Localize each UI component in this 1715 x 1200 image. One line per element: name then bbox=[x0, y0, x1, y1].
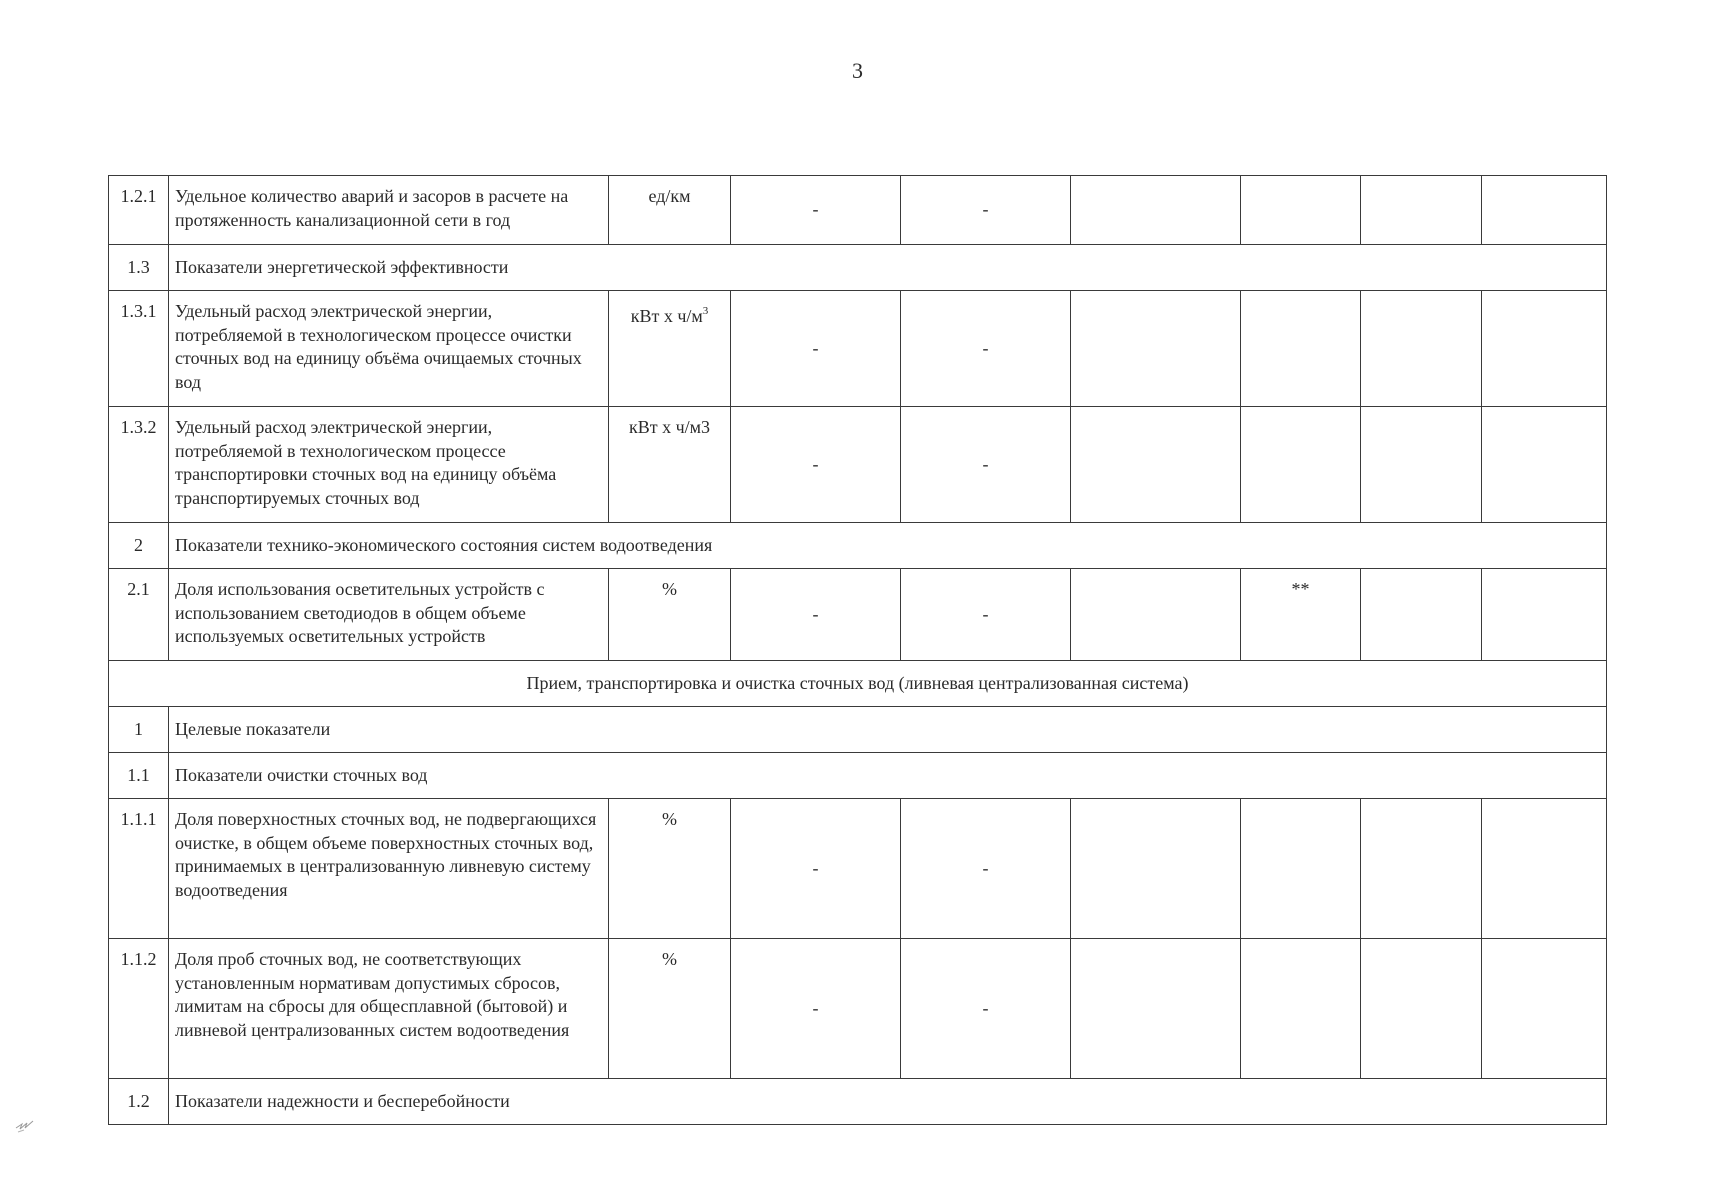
table-row bbox=[109, 661, 1607, 707]
empty-cell bbox=[1482, 799, 1607, 939]
empty-cell bbox=[1482, 407, 1607, 523]
empty-cell bbox=[1071, 176, 1241, 245]
value-cell: - bbox=[901, 407, 1071, 523]
empty-cell bbox=[1241, 799, 1361, 939]
value-cell: - bbox=[731, 176, 901, 245]
unit-superscript: 3 bbox=[702, 305, 709, 317]
group-heading: Целевые показатели bbox=[169, 707, 1607, 753]
value-cell: - bbox=[731, 799, 901, 939]
unit-cell: % bbox=[609, 939, 731, 1079]
value-cell: - bbox=[901, 176, 1071, 245]
row-number: 1.2 bbox=[109, 1079, 169, 1125]
value-cell: - bbox=[901, 291, 1071, 407]
empty-cell bbox=[1361, 176, 1482, 245]
empty-cell bbox=[1482, 176, 1607, 245]
empty-cell bbox=[1071, 569, 1241, 661]
row-number: 1.2.1 bbox=[109, 176, 169, 245]
unit-base: кВт х ч/м bbox=[630, 306, 703, 326]
value-cell: - bbox=[731, 407, 901, 523]
row-number: 1.1.2 bbox=[109, 939, 169, 1079]
row-number: 1.1 bbox=[109, 753, 169, 799]
scan-artifact-mark bbox=[14, 1112, 36, 1134]
indicator-name: Доля поверхностных сточных вод, не подвергающихся очистке, в общем объеме поверхностных сточных вод, принимаемых в централизованную ливневую систему водоотведения bbox=[169, 799, 609, 939]
table-row bbox=[109, 939, 1607, 1079]
empty-cell bbox=[1361, 799, 1482, 939]
indicator-name: Удельный расход электрической энергии, потребляемой в технологическом процессе очистки сточных вод на единицу объёма очищаемых сточных вод bbox=[169, 291, 609, 407]
empty-cell bbox=[1071, 799, 1241, 939]
value-cell: - bbox=[901, 939, 1071, 1079]
unit-cell: % bbox=[609, 569, 731, 661]
empty-cell bbox=[1071, 407, 1241, 523]
row-number: 1.1.1 bbox=[109, 799, 169, 939]
table-row bbox=[109, 799, 1607, 939]
empty-cell bbox=[1071, 291, 1241, 407]
table-row bbox=[109, 407, 1607, 523]
empty-cell bbox=[1241, 407, 1361, 523]
group-heading: Показатели надежности и бесперебойности bbox=[169, 1079, 1607, 1125]
page-number: 3 bbox=[852, 58, 863, 83]
table-row bbox=[109, 523, 1607, 569]
empty-cell bbox=[1482, 939, 1607, 1079]
row-number: 2 bbox=[109, 523, 169, 569]
table-row bbox=[109, 569, 1607, 661]
table-row bbox=[109, 1079, 1607, 1125]
row-number: 2.1 bbox=[109, 569, 169, 661]
unit-cell: кВт х ч/м3 bbox=[609, 407, 731, 523]
empty-cell bbox=[1241, 176, 1361, 245]
unit-cell: % bbox=[609, 799, 731, 939]
value-cell: - bbox=[901, 799, 1071, 939]
indicators-table bbox=[108, 175, 1607, 1125]
indicator-name: Доля использования осветительных устройств с использованием светодиодов в общем объеме используемых осветительных устройств bbox=[169, 569, 609, 661]
group-heading: Показатели энергетической эффективности bbox=[169, 245, 1607, 291]
empty-cell bbox=[1482, 569, 1607, 661]
empty-cell bbox=[1241, 939, 1361, 1079]
table-row bbox=[109, 291, 1607, 407]
empty-cell bbox=[1071, 939, 1241, 1079]
indicator-name: Доля проб сточных вод, не соответствующих установленным нормативам допустимых сбросов, лимитам на сбросы для общесплавной (бытовой) и ливневой централизованных систем водоотведения bbox=[169, 939, 609, 1079]
value-cell: - bbox=[731, 291, 901, 407]
row-number: 1.3.1 bbox=[109, 291, 169, 407]
empty-cell bbox=[1361, 291, 1482, 407]
unit-cell bbox=[609, 291, 731, 407]
empty-cell bbox=[1361, 939, 1482, 1079]
empty-cell bbox=[1241, 291, 1361, 407]
empty-cell bbox=[1482, 291, 1607, 407]
group-heading: Показатели технико-экономического состояния систем водоотведения bbox=[169, 523, 1607, 569]
value-cell: - bbox=[731, 939, 901, 1079]
table-row bbox=[109, 707, 1607, 753]
value-cell: - bbox=[901, 569, 1071, 661]
row-number: 1 bbox=[109, 707, 169, 753]
indicator-name: Удельный расход электрической энергии, потребляемой в технологическом процессе транспортировки сточных вод на единицу объёма транспортируемых сточных вод bbox=[169, 407, 609, 523]
table-row bbox=[109, 176, 1607, 245]
indicator-name: Удельное количество аварий и засоров в расчете на протяженность канализационной сети в год bbox=[169, 176, 609, 245]
group-heading: Показатели очистки сточных вод bbox=[169, 753, 1607, 799]
table-row bbox=[109, 245, 1607, 291]
section-title: Прием, транспортировка и очистка сточных вод (ливневая централизованная система) bbox=[109, 661, 1607, 707]
row-number: 1.3 bbox=[109, 245, 169, 291]
row-number: 1.3.2 bbox=[109, 407, 169, 523]
empty-cell bbox=[1361, 569, 1482, 661]
unit-cell: ед/км bbox=[609, 176, 731, 245]
value-cell: - bbox=[731, 569, 901, 661]
empty-cell bbox=[1361, 407, 1482, 523]
value-cell: ** bbox=[1241, 569, 1361, 661]
table-row bbox=[109, 753, 1607, 799]
